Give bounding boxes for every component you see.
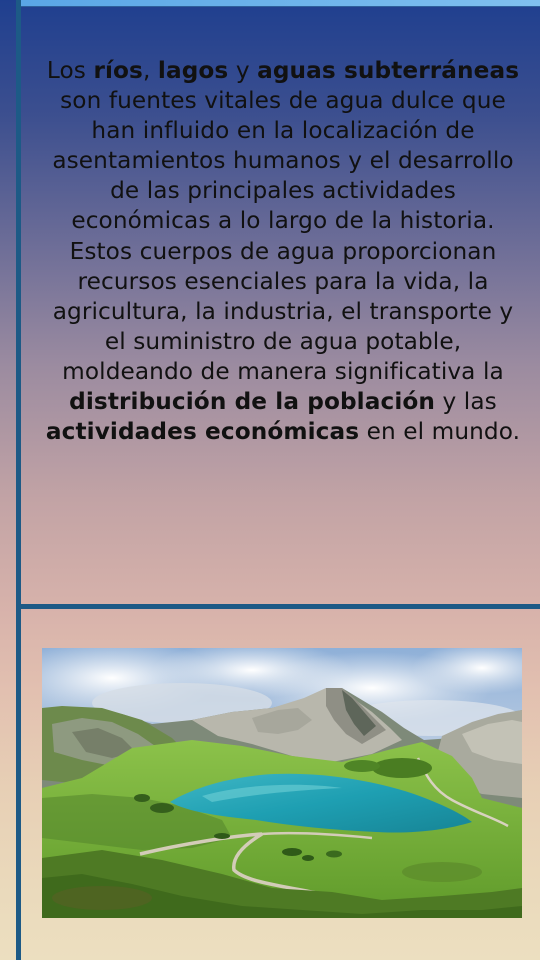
bold-term-groundwater: aguas subterráneas: [257, 57, 520, 84]
section-divider: [20, 604, 540, 609]
text-run: ,: [142, 57, 158, 84]
text-run: son fuentes vitales de agua dulce que han influido en la localización de asentamientos humanos y el desarrollo de las principales actividades económicas a lo largo de la historia. Estos cuerpos de agua proporcionan recursos esenciales para la vida, la agricultura, la industria, el transporte y el suministro de agua potable, moldeando de manera significativa la: [52, 87, 514, 385]
text-run: en el mundo.: [359, 418, 521, 446]
left-border: [16, 0, 21, 960]
text-run: y: [228, 57, 258, 84]
bold-term-rivers: ríos: [93, 57, 143, 84]
main-paragraph: [44, 56, 522, 447]
bold-term-economic-activities: actividades económicas: [45, 418, 360, 446]
bold-term-lakes: lagos: [157, 57, 229, 84]
text-run: y las: [435, 388, 497, 416]
bold-term-population: distribución de la población: [69, 388, 436, 416]
mountain-lake-photo: [42, 648, 522, 918]
text-run: Los: [46, 57, 94, 84]
top-border: [20, 0, 540, 7]
